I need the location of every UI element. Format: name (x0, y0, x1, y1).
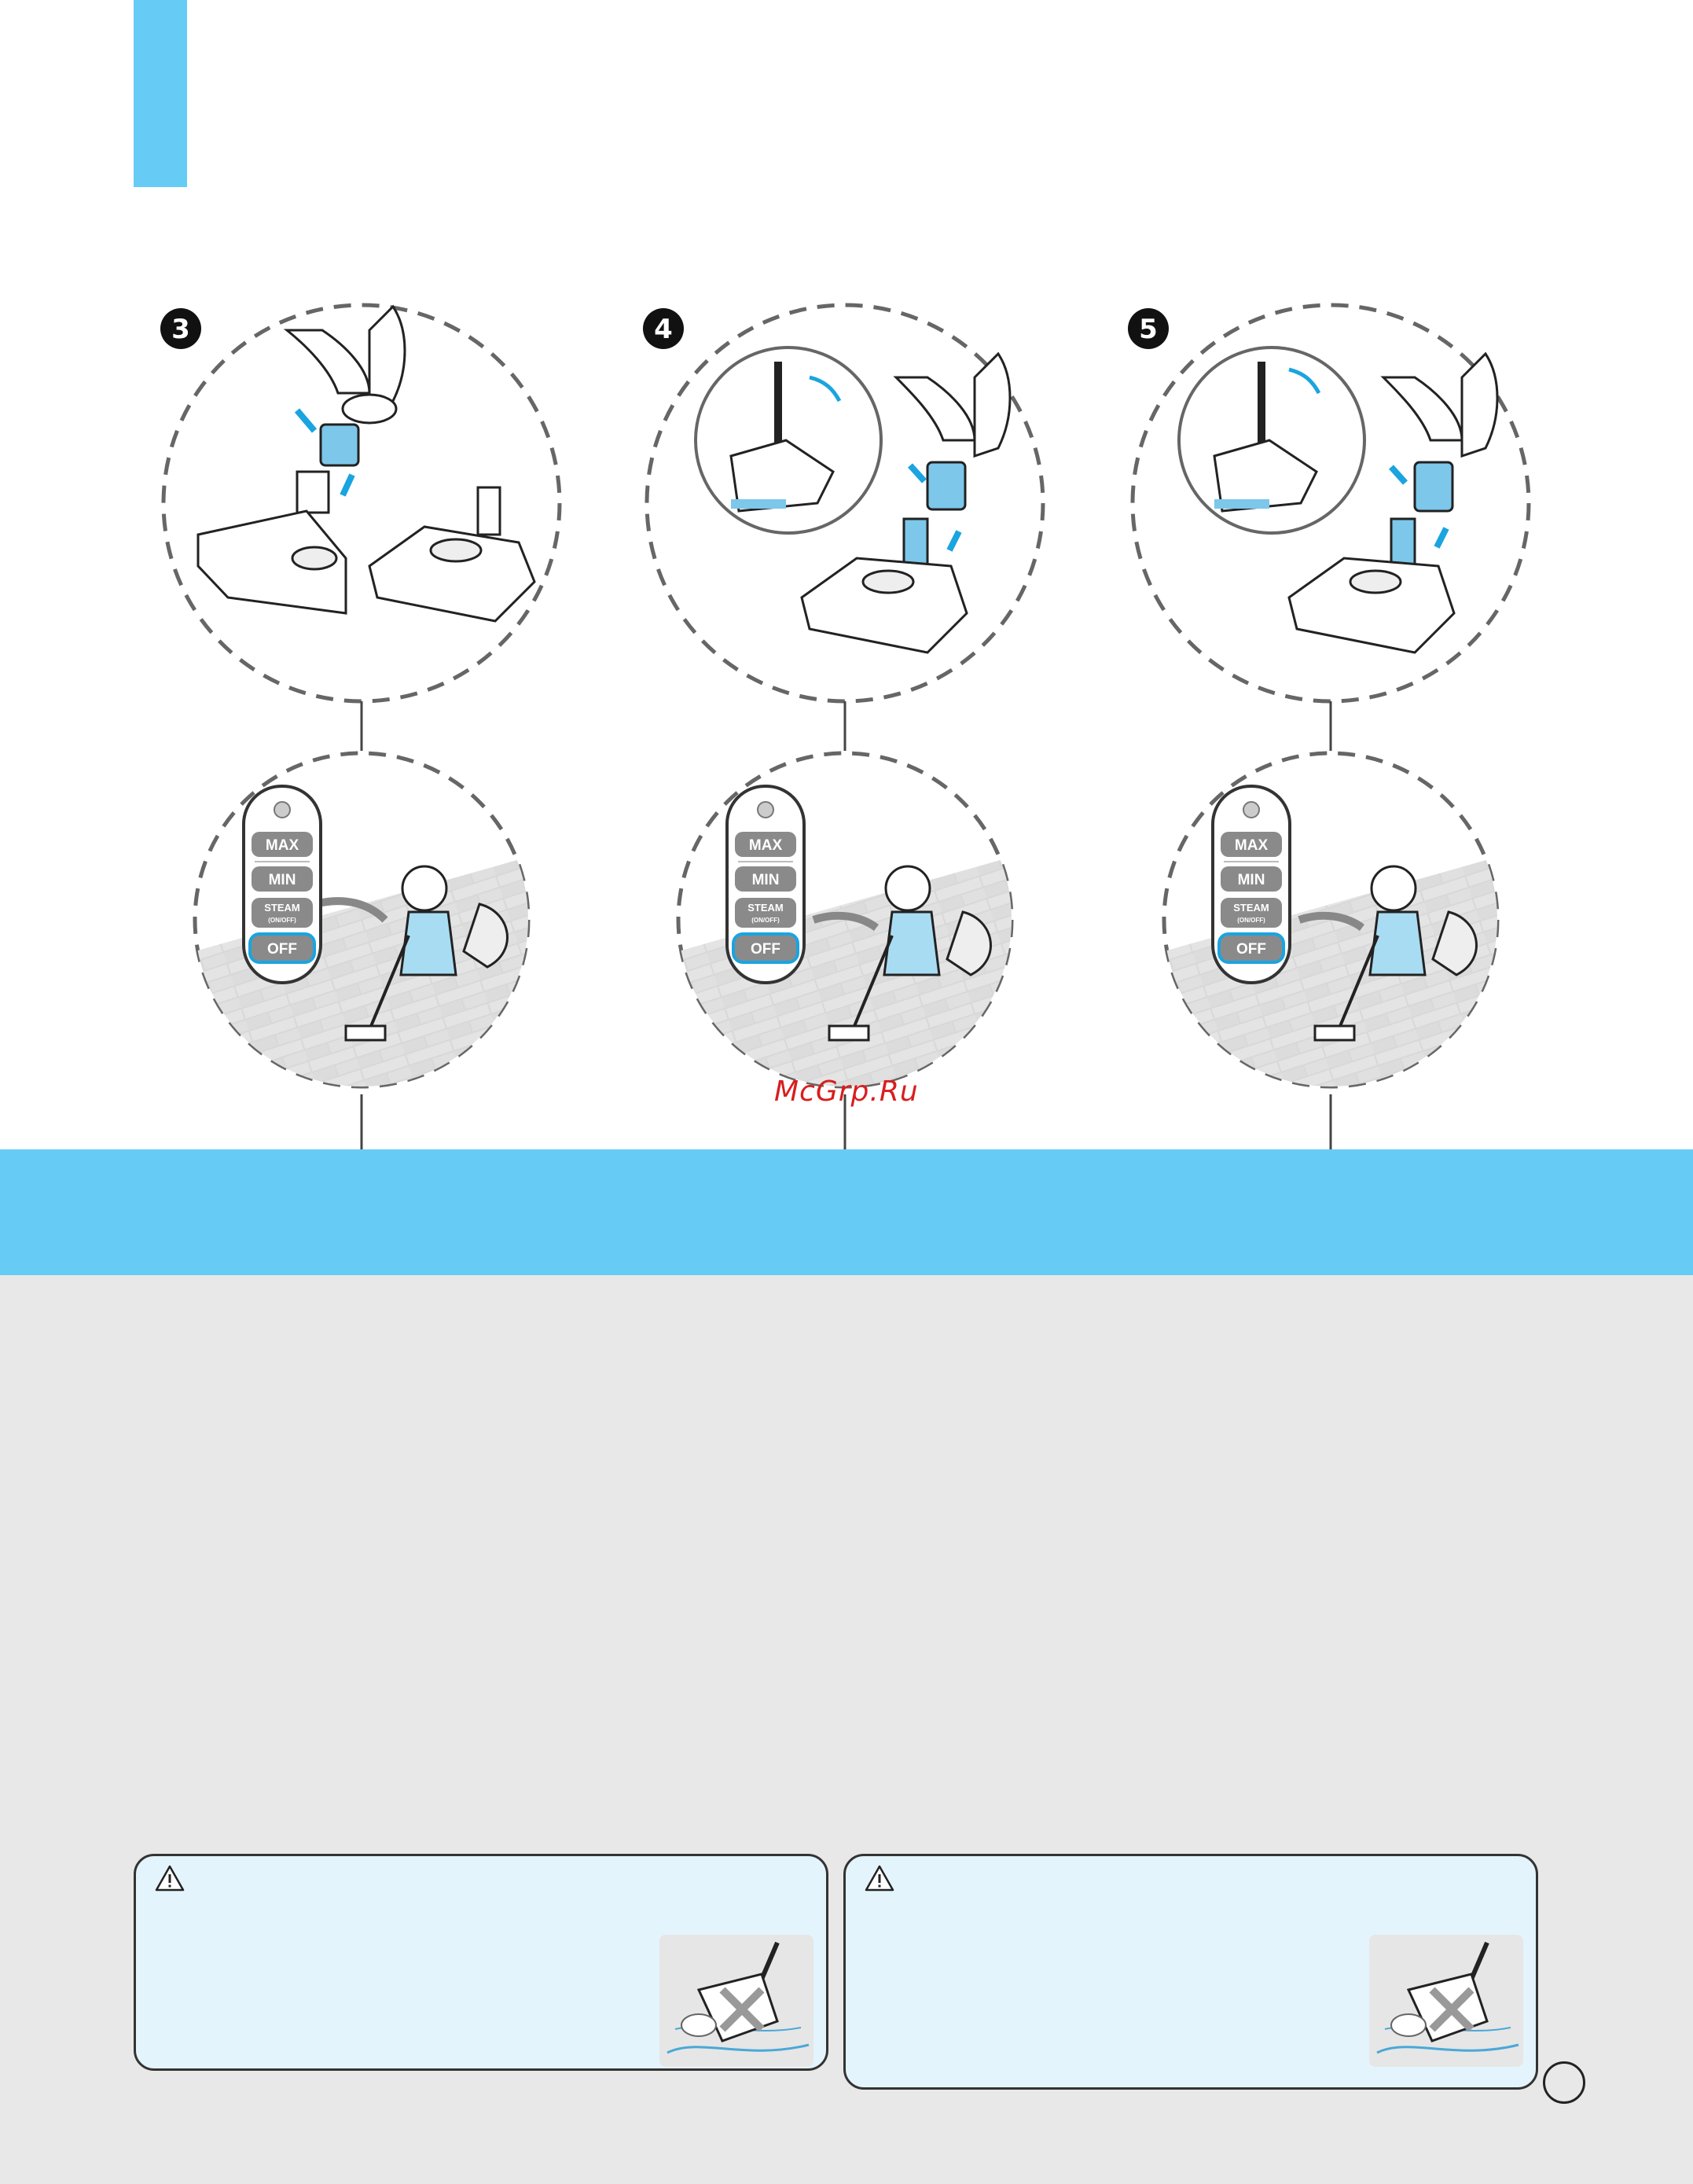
step-number-badge (643, 308, 684, 349)
steam-sub-label: (ON/OFF) (1237, 917, 1265, 924)
step-number: 5 (1139, 314, 1158, 345)
caution-box-left (134, 1854, 828, 2071)
watermark: McGrp.Ru (774, 1075, 919, 1108)
warning-triangle-icon (155, 1864, 185, 1892)
steam-button-label: STEAM (264, 902, 300, 914)
max-button-label: MAX (265, 837, 299, 854)
step-number: 3 (171, 314, 190, 345)
steam-button-label: STEAM (1233, 902, 1269, 914)
remote-control (727, 786, 804, 983)
step-number-badge (1128, 308, 1169, 349)
step-3 (160, 305, 560, 1149)
remote-control (244, 786, 321, 983)
inset-detail-circle (696, 347, 881, 533)
caution-box-right (843, 1854, 1538, 2090)
steam-sub-label: (ON/OFF) (751, 917, 780, 924)
off-button-label: OFF (267, 941, 297, 958)
max-button-label: MAX (1234, 837, 1269, 854)
min-button-label: MIN (1237, 872, 1265, 888)
wet-floor-warning-icon (1369, 1935, 1523, 2067)
section-blue-band (0, 1149, 1693, 1275)
page-number-circle (1543, 2061, 1585, 2104)
off-button-label: OFF (751, 941, 780, 958)
inset-detail-circle (1179, 347, 1364, 533)
off-button-label: OFF (1236, 941, 1266, 958)
min-button-label: MIN (751, 872, 780, 888)
step-number-badge (160, 308, 201, 349)
steam-button-label: STEAM (747, 902, 784, 914)
remote-control (1213, 786, 1290, 983)
adapter-icon (321, 425, 358, 465)
min-button-label: MIN (268, 872, 296, 888)
step-4 (643, 305, 1043, 1149)
warning-triangle-icon (865, 1864, 894, 1892)
wet-floor-warning-icon (659, 1935, 813, 2067)
adapter-icon (927, 462, 965, 509)
steam-sub-label: (ON/OFF) (268, 917, 296, 924)
adapter-icon (1415, 462, 1452, 511)
max-button-label: MAX (748, 837, 783, 854)
step-5 (1128, 305, 1529, 1149)
step-number: 4 (654, 314, 673, 345)
